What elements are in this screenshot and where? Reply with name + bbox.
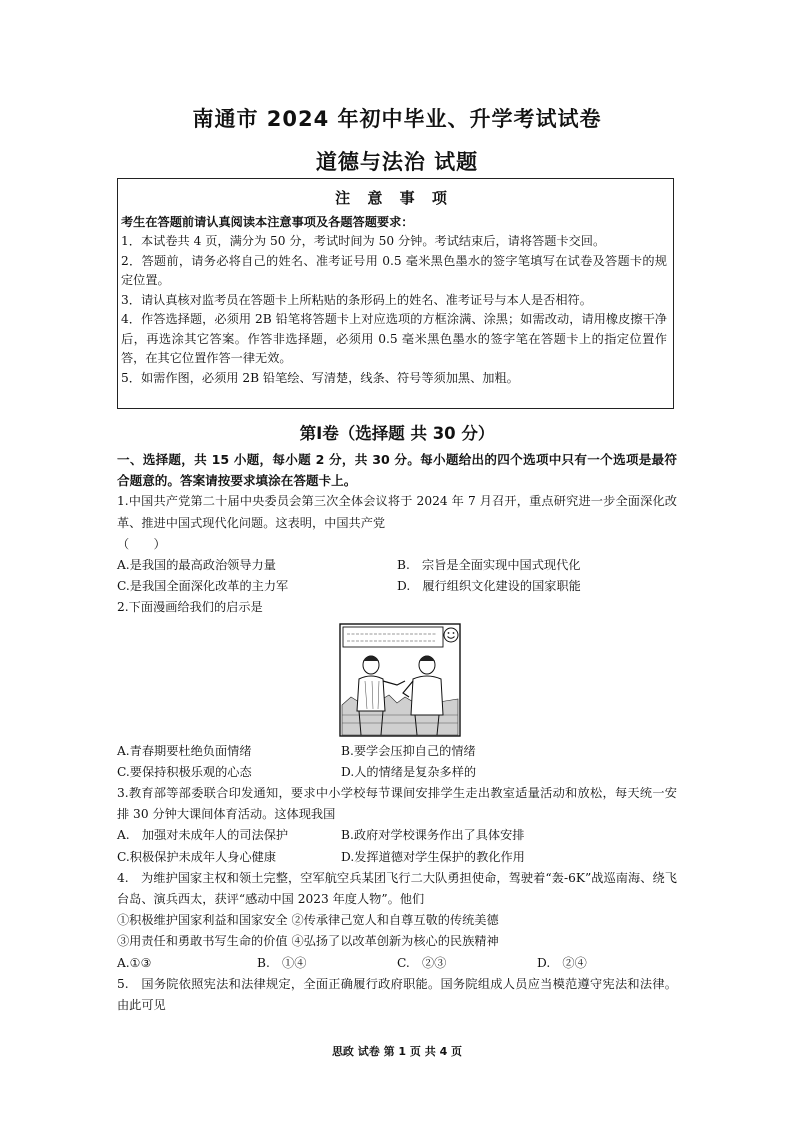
exam-subtitle: 道德与法治 试题	[315, 150, 479, 174]
question-4	[117, 868, 677, 974]
notice-box	[117, 178, 674, 409]
option-a: A.是我国的最高政治领导力量	[117, 558, 276, 573]
question-2-options	[117, 741, 677, 783]
question-4-stem: 4. 为维护国家主权和领土完整，空军航空兵某团飞行二大队勇担使命，驾驶着“轰-6K”战巡南海、绕飞台岛、演兵西太，获评“感动中国 2023 年度人物”。他们	[117, 870, 677, 907]
question-3-stem: 3.教育部等部委联合印发通知，要求中小学校每节课间安排学生走出教室适量活动和放松，每天统一安排 30 分钟大课间体育活动。这体现我国	[117, 786, 677, 822]
notice-item-1: 1．本试卷共 4 页，满分为 50 分，考试时间为 50 分钟。考试结束后，请将答题卡交回。	[121, 234, 606, 248]
smiley-icon	[444, 628, 458, 642]
option-c: C.要保持积极乐观的心态	[117, 764, 252, 779]
question-1-options	[117, 555, 677, 597]
question-4-options	[117, 953, 677, 974]
notice-item-5: 5．如需作图，必须用 2B 铅笔绘、写清楚，线条、符号等须加黑、加粗。	[121, 370, 519, 385]
section-title: 第Ⅰ卷（选择题 共 30 分）	[299, 424, 495, 443]
question-4-statements-2: ③用责任和勇敢书写生命的价值 ④弘扬了以改革创新为核心的民族精神	[117, 934, 499, 949]
option-b: B. ①④	[257, 955, 307, 970]
question-3	[117, 783, 677, 868]
notice-heading: 注 意 事 项	[335, 189, 453, 207]
question-2	[117, 597, 677, 783]
option-d: D.人的情绪是复杂多样的	[341, 764, 477, 779]
option-b: B.要学会压抑自己的情绪	[341, 743, 476, 758]
question-2-stem: 2.下面漫画给我们的启示是	[117, 600, 263, 615]
exam-title: 南通市 2024 年初中毕业、升学考试试卷	[192, 107, 602, 131]
question-1-blank: （ ）	[117, 536, 166, 551]
option-c: C.积极保护未成年人身心健康	[117, 849, 277, 864]
cartoon-area	[117, 623, 677, 739]
notice-intro: 考生在答题前请认真阅读本注意事项及各题答题要求：	[121, 214, 414, 229]
option-d: D. 履行组织文化建设的国家职能	[397, 579, 581, 594]
option-d: D.发挥道德对学生保护的教化作用	[341, 849, 525, 864]
question-5-stem: 5. 国务院依照宪法和法律规定，全面正确履行政府职能。国务院组成人员应当模范遵守宪法和法律。由此可见	[117, 976, 677, 1013]
option-c: C.是我国全面深化改革的主力军	[117, 579, 289, 594]
option-a: A.①③	[117, 955, 152, 970]
speech-box	[343, 627, 443, 647]
question-3-options	[117, 825, 677, 867]
page-footer: 思政 试卷 第 1 页 共 4 页	[331, 1045, 463, 1058]
option-d: D. ②④	[537, 955, 587, 970]
option-c: C. ②③	[397, 955, 447, 970]
question-1	[117, 491, 677, 597]
question-1-stem: 1.中国共产党第二十届中央委员会第三次全体会议将于 2024 年 7 月召开，重点研究进一步全面深化改革、推进中国式现代化问题。这表明，中国共产党	[117, 494, 677, 530]
questions-area	[117, 449, 677, 1016]
section-instruction: 一、选择题，共 15 小题，每小题 2 分，共 30 分。每小题给出的四个选项中只有一个选项是最符合题意的。答案请按要求填涂在答题卡上。	[117, 452, 677, 489]
option-b: B.政府对学校课务作出了具体安排	[341, 828, 525, 843]
notice-item-2: 2．答题前，请务必将自己的姓名、准考证号用 0.5 毫米黑色墨水的签字笔填写在试卷及答题卡的规定位置。	[121, 253, 667, 287]
notice-item-3: 3．请认真核对监考员在答题卡上所粘贴的条形码上的姓名、准考证号与本人是否相符。	[121, 292, 592, 307]
option-b: B. 宗旨是全面实现中国式现代化	[397, 558, 581, 573]
cartoon-image	[339, 623, 461, 737]
option-a: A. 加强对未成年人的司法保护	[117, 828, 289, 843]
notice-item-4: 4．作答选择题，必须用 2B 铅笔将答题卡上对应选项的方框涂满、涂黑；如需改动，请用橡皮擦干净后，再选涂其它答案。作答非选择题，必须用 0.5 毫米黑色墨水的签字笔在答题卡上的指定位置作答，在其它位置作答一律无效。	[121, 312, 667, 365]
option-a: A.青春期要杜绝负面情绪	[117, 743, 252, 758]
question-4-statements-1: ①积极维护国家利益和国家安全 ②传承律己宽人和自尊互敬的传统美德	[117, 913, 499, 928]
question-5	[117, 974, 677, 1016]
